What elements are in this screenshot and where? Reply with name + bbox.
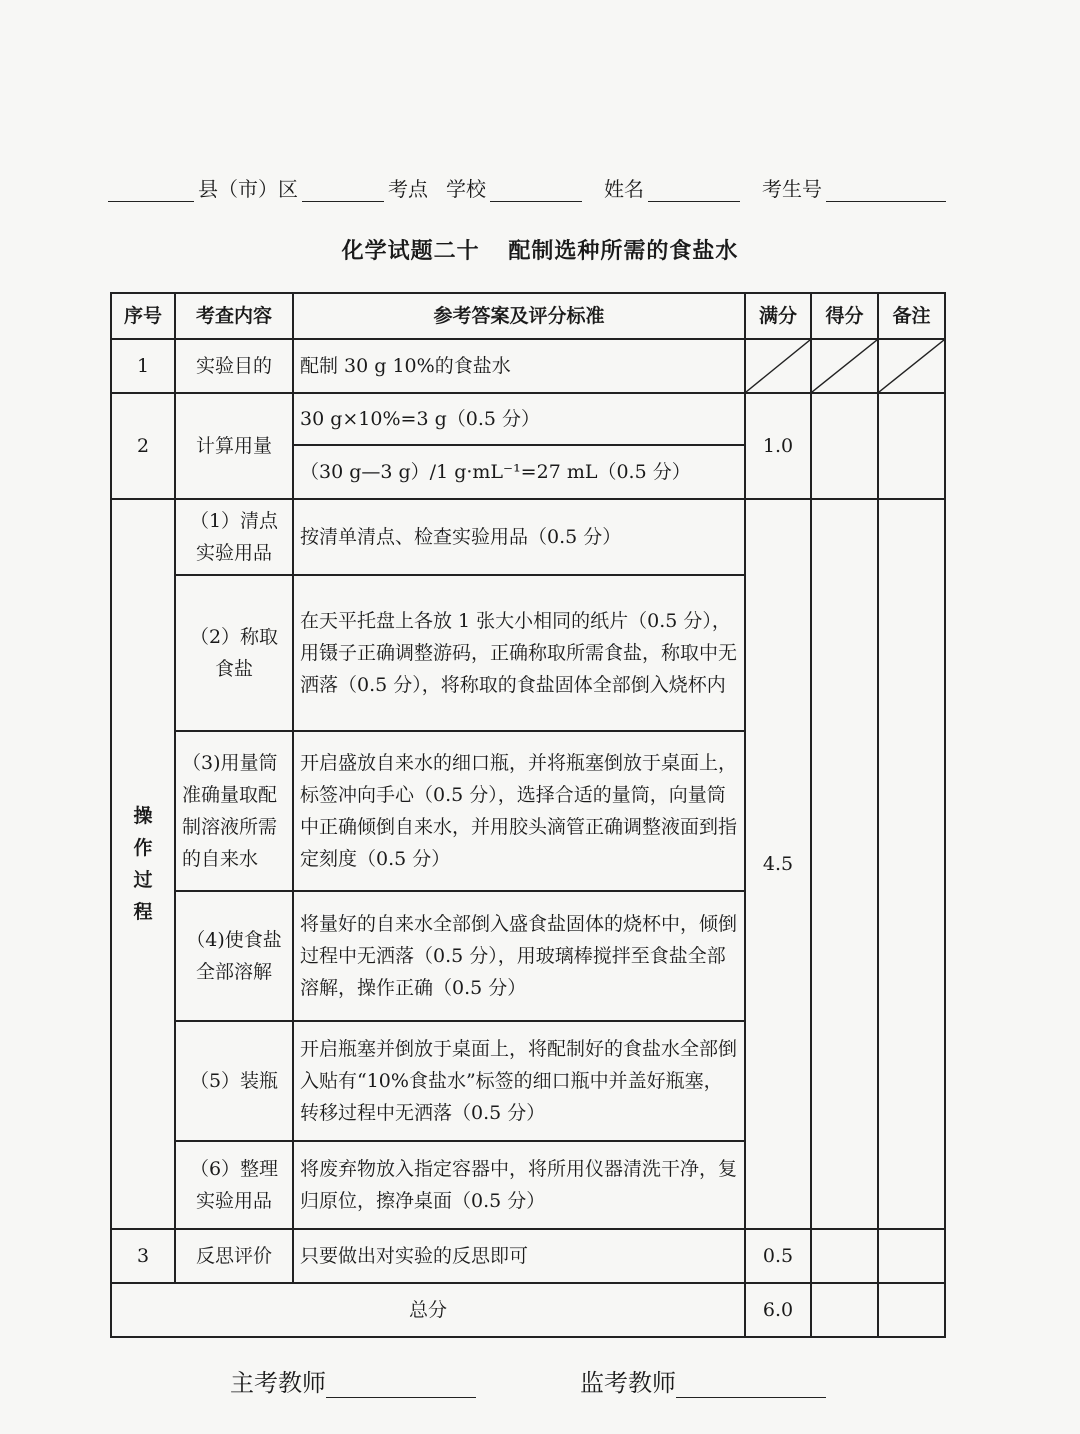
step4-answer: 将量好的自来水全部倒入盛食盐固体的烧杯中，倾倒过程中无洒落（0.5 分），用玻璃棒搅拌至食盐全部溶解，操作正确（0.5 分） [293,891,745,1021]
row3-fullscore: 0.5 [745,1229,811,1283]
col-header-score: 得分 [811,293,878,339]
step6-answer: 将废弃物放入指定容器中，将所用仪器清洗干净，复归原位，擦净桌面（0.5 分） [293,1141,745,1229]
county-blank [108,177,194,202]
name-blank [648,177,740,202]
county-label: 县（市）区 [198,177,298,201]
table-row [111,339,945,393]
total-obtained [811,1283,878,1337]
row2-answer-b: （30 g—3 g）/1 g·mL⁻¹=27 mL（0.5 分） [293,445,745,499]
row3-remark [878,1229,945,1283]
step5-content: （5）装瓶 [175,1021,293,1141]
total-score: 6.0 [745,1283,811,1337]
row3-content: 反思评价 [175,1229,293,1283]
invigilator-label: 监考教师 [580,1369,676,1397]
chief-examiner-blank [326,1369,476,1398]
col-header-content: 考查内容 [175,293,293,339]
ops-remark [878,499,945,1229]
row1-answer: 配制 30 g 10%的食盐水 [293,339,745,393]
ops-char-4: 程 [133,901,153,923]
row1-fullscore-slash [745,339,811,393]
exam-header [108,170,950,202]
row3-no: 3 [111,1229,175,1283]
total-row [111,1283,945,1337]
row1-remark-slash [878,339,945,393]
row3-answer: 只要做出对实验的反思即可 [293,1229,745,1283]
row3-score [811,1229,878,1283]
ops-char-1: 操 [133,805,153,827]
col-header-answer: 参考答案及评分标准 [293,293,745,339]
table-row [111,1229,945,1283]
site-label: 考点 [388,177,428,201]
row2-no: 2 [111,393,175,499]
ops-group-label [111,499,175,1229]
row1-score-slash [811,339,878,393]
name-label: 姓名 [604,177,644,201]
row1-no: 1 [111,339,175,393]
rubric-table [110,292,946,1338]
step5-answer: 开启瓶塞并倒放于桌面上，将配制好的食盐水全部倒入贴有“10%食盐水”标签的细口瓶中并盖好瓶塞，转移过程中无洒落（0.5 分） [293,1021,745,1141]
col-header-remark: 备注 [878,293,945,339]
site-blank [302,177,384,202]
row1-content: 实验目的 [175,339,293,393]
title-part1: 化学试题二十 [341,238,480,264]
school-label: 学校 [446,177,486,201]
row2-content: 计算用量 [175,393,293,499]
row2-answer-a: 30 g×10%=3 g（0.5 分） [293,393,745,445]
table-row [111,393,945,445]
total-remark [878,1283,945,1337]
step2-content: （2）称取食盐 [175,575,293,731]
invigilator-blank [676,1369,826,1398]
total-label: 总分 [111,1283,745,1337]
step1-content: （1）清点实验用品 [175,499,293,575]
school-blank [490,177,582,202]
ops-char-2: 作 [133,837,153,859]
table-row [111,499,945,575]
table-header-row [111,293,945,339]
chief-examiner-label: 主考教师 [230,1369,326,1397]
signature-footer [230,1362,850,1398]
ops-fullscore: 4.5 [745,499,811,1229]
examno-label: 考生号 [762,177,822,201]
col-header-no: 序号 [111,293,175,339]
examno-blank [826,177,946,202]
row2-fullscore: 1.0 [745,393,811,499]
step4-content: （4)使食盐全部溶解 [175,891,293,1021]
step3-content: （3)用量筒准确量取配制溶液所需的自来水 [175,731,293,891]
ops-char-3: 过 [133,869,153,891]
ops-score [811,499,878,1229]
row2-remark [878,393,945,499]
step6-content: （6）整理实验用品 [175,1141,293,1229]
page-title [0,234,1080,265]
step1-answer: 按清单清点、检查实验用品（0.5 分） [293,499,745,575]
step3-answer: 开启盛放自来水的细口瓶，并将瓶塞倒放于桌面上，标签冲向手心（0.5 分），选择合适的量筒，向量筒中正确倾倒自来水，并用胶头滴管正确调整液面到指定刻度（0.5 分） [293,731,745,891]
step2-answer: 在天平托盘上各放 1 张大小相同的纸片（0.5 分），用镊子正确调整游码，正确称取所需食盐，称取中无洒落（0.5 分），将称取的食盐固体全部倒入烧杯内 [293,575,745,731]
row2-score [811,393,878,499]
title-part2: 配制选种所需的食盐水 [508,238,739,264]
col-header-fullscore: 满分 [745,293,811,339]
